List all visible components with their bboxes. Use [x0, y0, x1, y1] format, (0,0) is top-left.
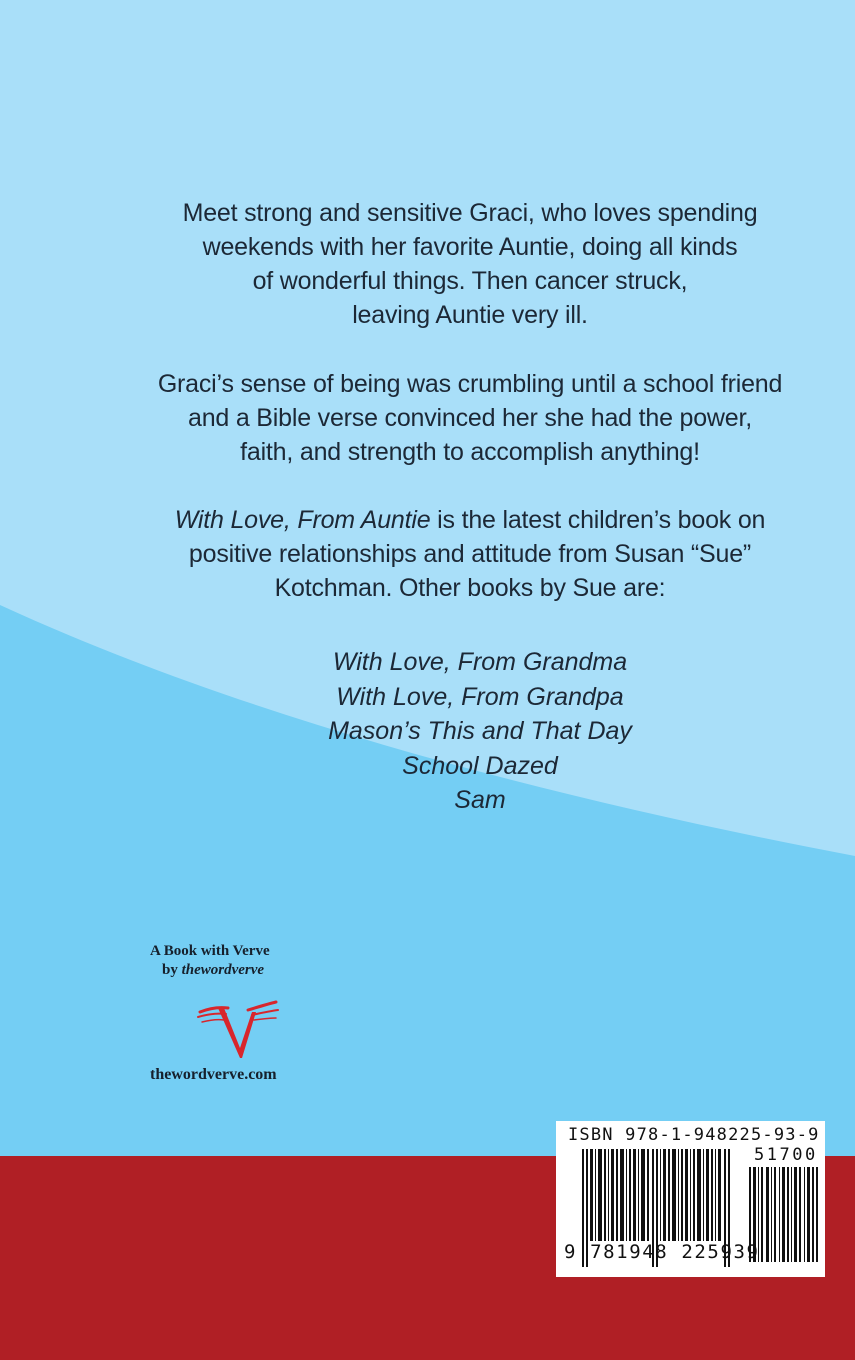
other-books-list	[230, 645, 730, 818]
book-title-item: School Dazed	[402, 751, 558, 780]
blurb-line: and a Bible verse convinced her she had the power,	[188, 404, 752, 432]
by-prefix: by	[162, 962, 182, 978]
blurb-text: is the latest children’s book on	[430, 506, 766, 534]
isbn-barcode	[556, 1121, 825, 1277]
book-title: With Love, From Auntie	[174, 506, 431, 534]
blurb-line: faith, and strength to accomplish anything!	[240, 438, 700, 466]
book-title-item: With Love, From Grandpa	[336, 682, 624, 711]
book-title-item: Sam	[454, 786, 506, 814]
publisher-credit	[150, 942, 330, 980]
blurb-paragraph-2	[130, 367, 810, 469]
price-addon-bars	[749, 1167, 821, 1262]
blurb-paragraph-3	[130, 503, 810, 605]
blurb-line: leaving Auntie very ill.	[352, 301, 588, 329]
blurb-line: Meet strong and sensitive Graci, who loves spending	[182, 199, 758, 227]
blurb-line: Kotchman. Other books by Sue are:	[274, 574, 666, 602]
price-code: 51700	[754, 1145, 818, 1165]
publisher-website: thewordverve.com	[150, 1066, 277, 1083]
book-title-item: With Love, From Grandma	[332, 648, 628, 676]
publisher-tagline: A Book with Verve	[150, 943, 270, 959]
publisher-byline	[150, 961, 330, 980]
publisher-name: thewordverve	[181, 962, 265, 978]
blurb-line: positive relationships and attitude from Susan “Sue”	[188, 540, 752, 568]
blurb-line: Graci’s sense of being was crumbling until a school friend	[157, 370, 783, 398]
blurb-line: of wonderful things. Then cancer struck,	[252, 267, 688, 295]
blurb-paragraph-1	[130, 196, 810, 332]
ean-digits: 9 781948 225939	[564, 1241, 760, 1263]
blurb-line: weekends with her favorite Auntie, doing all kinds	[202, 233, 738, 261]
blurb-line	[130, 503, 810, 537]
isbn-label: ISBN 978-1-948225-93-9	[568, 1125, 820, 1145]
book-title-item: Mason’s This and That Day	[328, 717, 632, 745]
verve-v-logo-icon	[196, 998, 280, 1062]
